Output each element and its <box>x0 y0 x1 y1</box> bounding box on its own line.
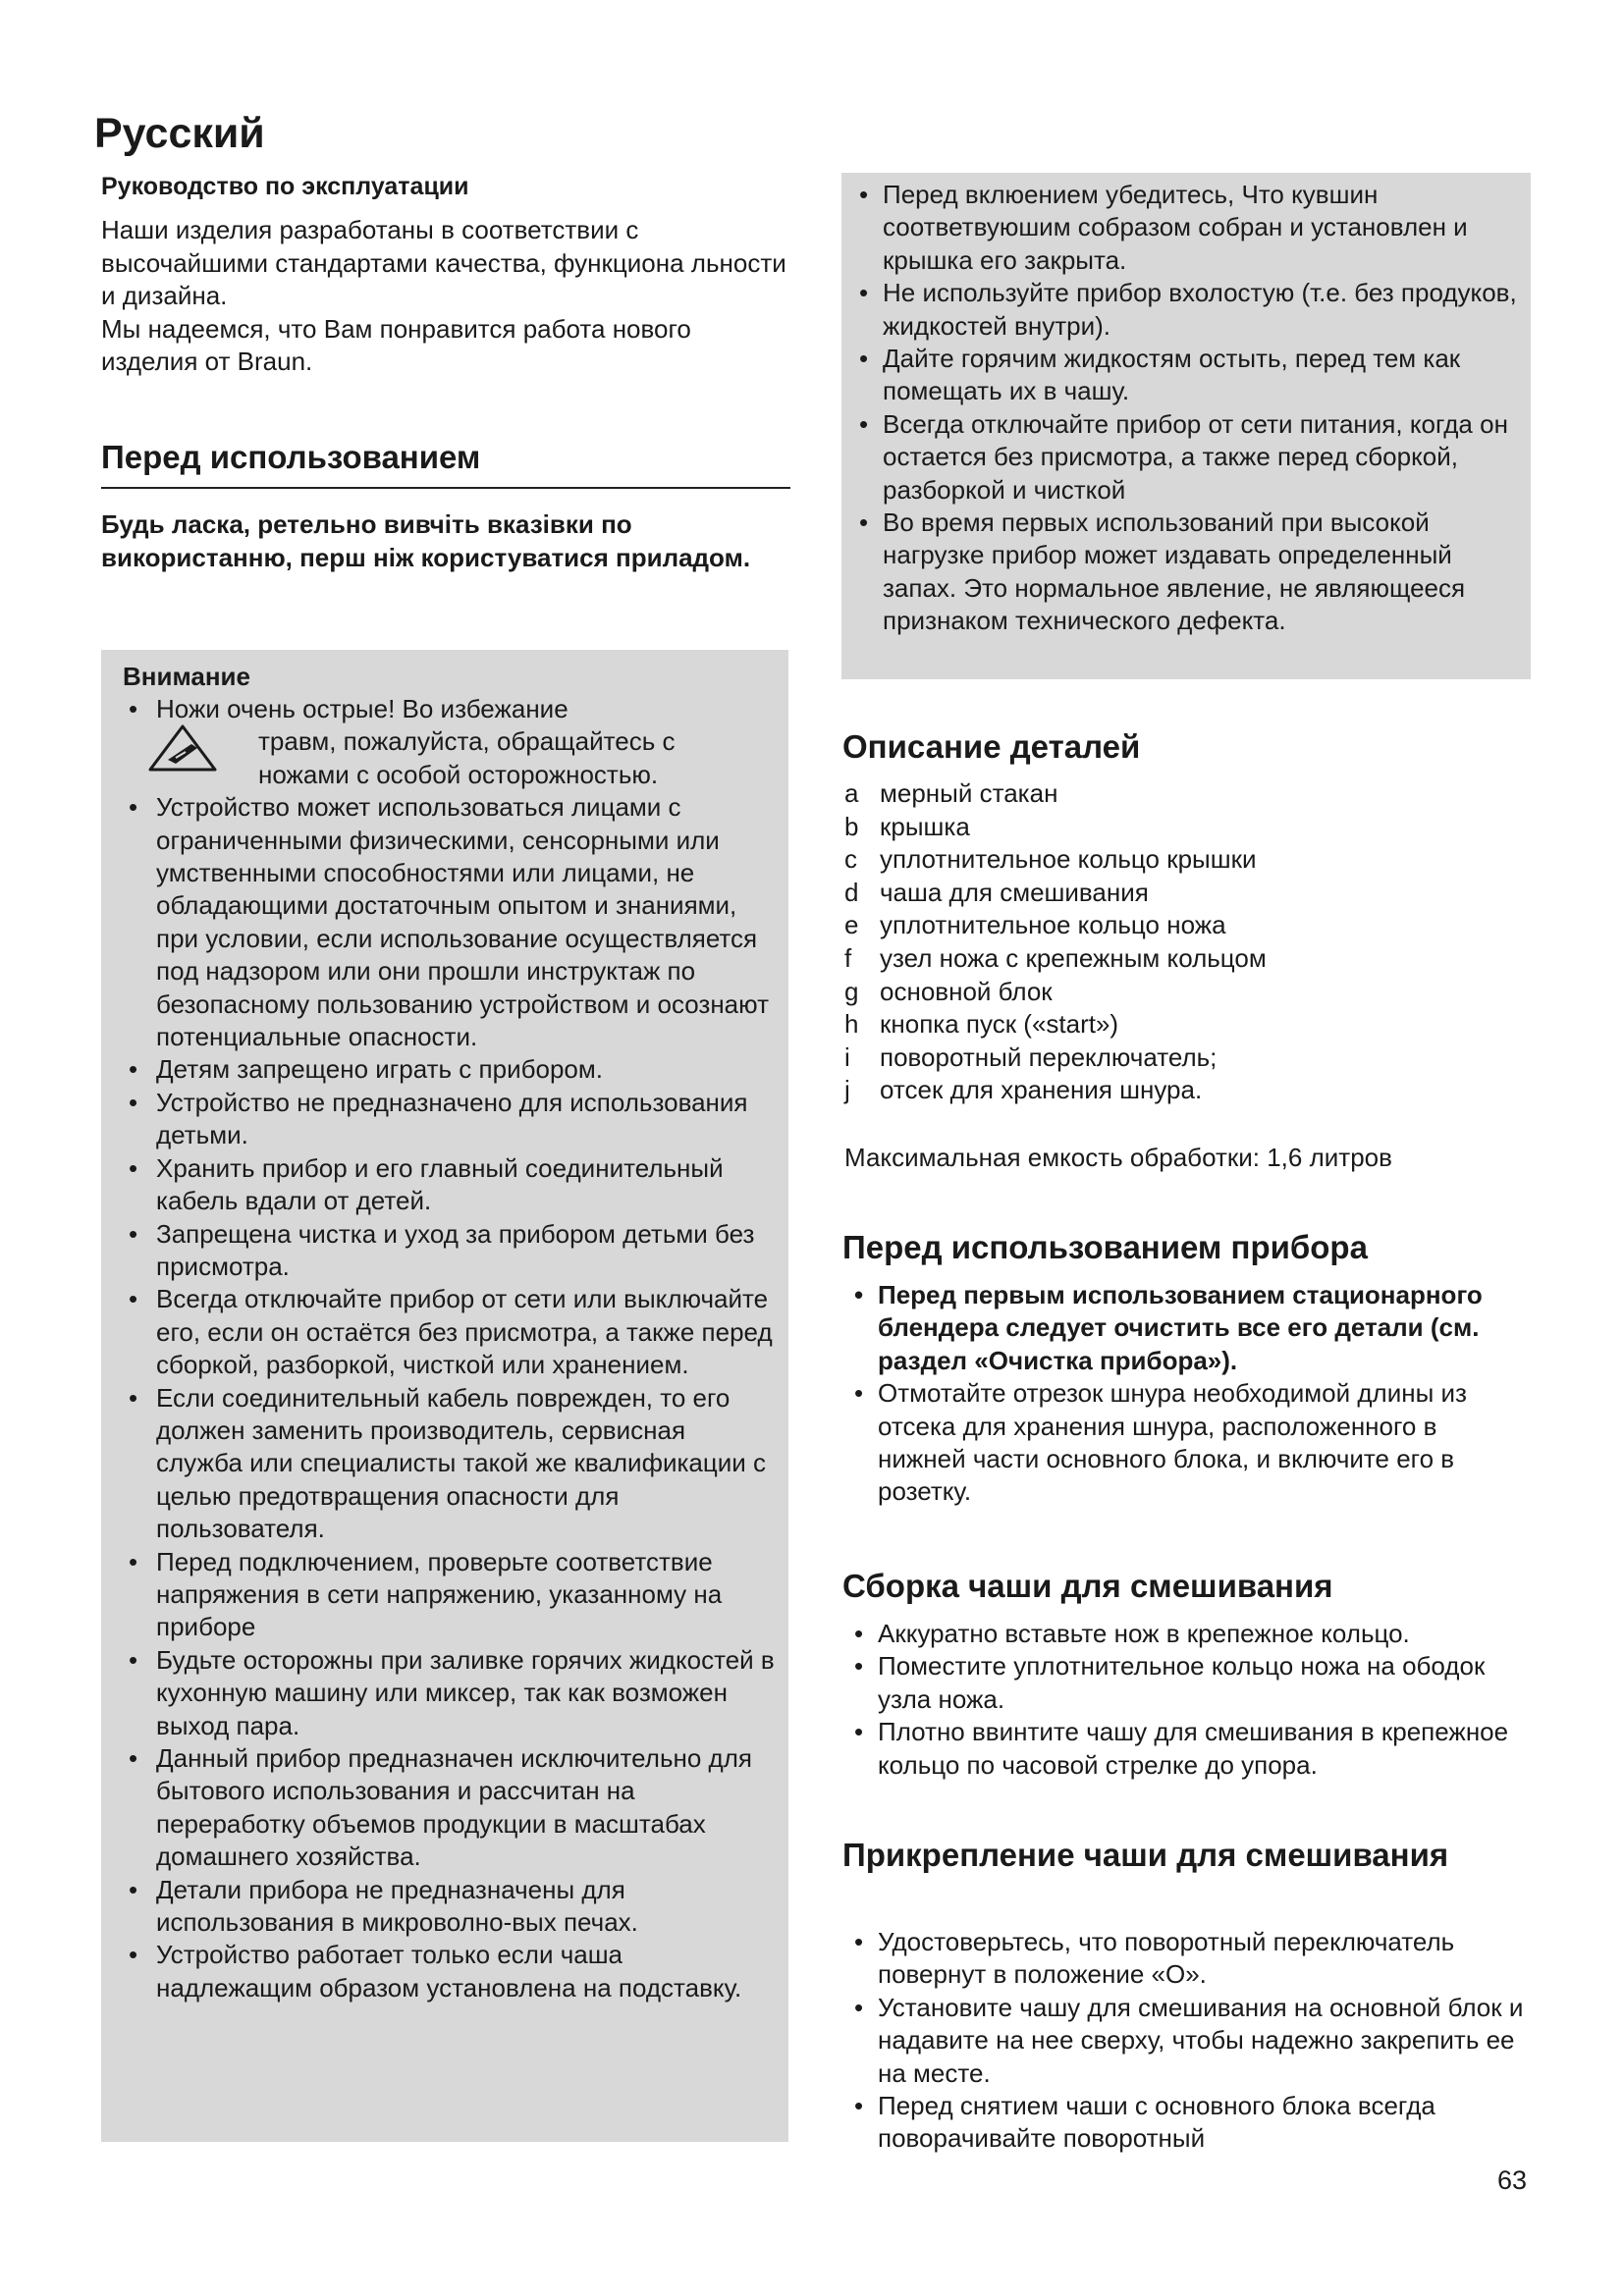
list-item <box>844 942 1532 976</box>
list-item: • Перед первым использованием стационарного блендера следует очистить все его детали (см. раздел «Очистка прибора»). <box>844 1279 1532 1377</box>
part-letter: c <box>844 844 857 875</box>
part-text: отсек для хранения шнура. <box>880 1075 1203 1105</box>
list-item: • Перед вклюением убедитесь, Что кувшин соответвуюшим собразом собран и установлен и крышка его закрыта. <box>849 179 1523 277</box>
part-letter: j <box>844 1075 850 1105</box>
parts-list <box>844 777 1532 1107</box>
list-item: • Детали прибора не предназначены для использования в микроволно-вых печах. <box>113 1874 777 1940</box>
part-letter: f <box>844 942 852 973</box>
part-letter: d <box>844 877 859 907</box>
warning-title: Внимание <box>123 662 250 691</box>
part-letter: b <box>844 811 859 841</box>
list-item: • Перед подключением, проверьте соответствие напряжения в сети напряжению, указанному на приборе <box>113 1546 777 1644</box>
list-item: • Не используйте прибор вхолостую (т.е. без продуков, жидкостей внутри). <box>849 277 1523 343</box>
part-text: уплотнительное кольцо ножа <box>880 910 1226 940</box>
language-title: Русский <box>94 110 265 157</box>
list-item: • Детям запрещено играть с прибором. <box>113 1053 777 1086</box>
list-item: • Устройство может использоваться лицами с ограниченными физическими, сенсорными или умственными способностями или лицами, не обладающими достаточным опытом и знаниями, при условии, если использование осуществляется под надзором или они прошли инструктаж по безопасному пользованию устройством и осознают потенциальные опасности. <box>113 791 777 1053</box>
before-use-heading-block <box>101 438 790 489</box>
list-item: • Если соединительный кабель поврежден, то его должен заменить производитель, сервисная служба или специалисты такой же квалификации с целью предотвращения опасности для пользователя. <box>113 1382 777 1546</box>
part-text: основной блок <box>880 976 1053 1006</box>
list-item: • Аккуратно вставьте нож в крепежное кольцо. <box>844 1618 1532 1650</box>
preparation-heading: Перед использованием прибора <box>842 1229 1368 1265</box>
list-item: • Дайте горячим жидкостям остыть, перед тем как помещать их в чашу. <box>849 343 1523 408</box>
list-item: • Хранить прибор и его главный соединительный кабель вдали от детей. <box>113 1152 777 1218</box>
intro-paragraph: Мы надеемся, что Вам понравится работа нового изделия от Braun. <box>101 313 691 376</box>
part-text: уплотнительное кольцо крышки <box>880 844 1257 875</box>
page-number: 63 <box>1497 2165 1528 2195</box>
preparation-list <box>844 1279 1532 1509</box>
part-text: крышка <box>880 811 970 841</box>
safety-box-right <box>841 173 1531 679</box>
list-item <box>113 693 777 791</box>
attach-list <box>844 1926 1532 2156</box>
parts-heading: Описание деталей <box>842 728 1141 765</box>
list-item: • Плотно ввинтите чашу для смешивания в крепежное кольцо по часовой стрелке до упора. <box>844 1716 1532 1782</box>
warning-knife-line-1: • Ножи очень острые! Во избежание <box>156 694 568 723</box>
list-item: • Поместите уплотнительное кольцо ножа на ободок узла ножа. <box>844 1650 1532 1716</box>
before-use-heading: Перед использованием <box>101 439 481 475</box>
sharp-knife-warning-icon <box>146 722 219 781</box>
warning-box <box>101 650 788 2142</box>
list-item <box>844 843 1532 877</box>
list-item: • Отмотайте отрезок шнура необходимой длины из отсека для хранения шнура, расположенного в нижней части основного блока, и включите его в розетку. <box>844 1377 1532 1509</box>
list-item: • Данный прибор предназначен исключительно для бытового использования и рассчитан на переработку объемов продукции в масштабах домашнего хозяйства. <box>113 1742 777 1874</box>
max-capacity-text: Максимальная емкость обработки: 1,6 литров <box>844 1143 1392 1172</box>
list-item <box>844 811 1532 844</box>
list-item: • Установите чашу для смешивания на основной блок и надавите на нее сверху, чтобы надежно закрепить ее на месте. <box>844 1992 1532 2090</box>
list-item <box>844 1008 1532 1041</box>
part-text: узел ножа с крепежным кольцом <box>880 942 1267 973</box>
part-letter: a <box>844 778 859 808</box>
assembly-heading: Сборка чаши для смешивания <box>842 1568 1333 1604</box>
intro-paragraph: Наши изделия разработаны в соответствии с высочайшими стандартами качества, функциона льности и дизайна. <box>101 215 786 310</box>
part-text: мерный стакан <box>880 778 1058 808</box>
list-item: • Всегда отключайте прибор от сети питания, когда он остается без присмотра, а также перед сборкой, разборкой и чисткой <box>849 408 1523 507</box>
list-item: • Устройство работает только если чаша надлежащим образом установлена на подставку. <box>113 1939 777 2004</box>
before-use-notice: Будь ласка, ретельно вивчіть вказівки по використанню, перш ніж користуватися приладом. <box>101 509 751 572</box>
part-letter: i <box>844 1041 850 1072</box>
list-item: • Запрещена чистка и уход за прибором детьми без присмотра. <box>113 1218 777 1284</box>
warning-knife-line-3: ножами с особой осторожностью. <box>258 759 659 789</box>
list-item <box>844 976 1532 1009</box>
list-item: • Перед снятием чаши с основного блока всегда поворачивайте поворотный <box>844 2090 1532 2156</box>
list-item <box>844 1041 1532 1075</box>
part-letter: h <box>844 1009 859 1040</box>
list-item <box>844 1074 1532 1107</box>
intro-text <box>101 214 788 379</box>
list-item <box>844 877 1532 910</box>
list-item: • Устройство не предназначено для использования детьми. <box>113 1087 777 1152</box>
part-letter: e <box>844 910 859 940</box>
warning-knife-line-2: травм, пожалуйста, обращайтесь с <box>258 726 676 757</box>
list-item <box>844 909 1532 942</box>
list-item <box>844 777 1532 811</box>
list-item: • Всегда отключайте прибор от сети или выключайте его, если он остаётся без присмотра, а также перед сборкой, разборкой, чисткой или хранением. <box>113 1283 777 1381</box>
attach-heading: Прикрепление чаши для смешивания <box>842 1837 1449 1873</box>
part-letter: g <box>844 976 859 1006</box>
manual-heading: Руководство по эксплуатации <box>101 173 469 200</box>
list-item: • Во время первых использований при высокой нагрузке прибор может издавать определенный запах. Это нормальное явление, не являющееся признаком технического дефекта. <box>849 507 1523 638</box>
part-text: кнопка пуск («start») <box>880 1009 1119 1040</box>
assembly-list <box>844 1618 1532 1782</box>
list-item: • Удостоверьтесь, что поворотный переключатель повернут в положение «O». <box>844 1926 1532 1992</box>
list-item: • Будьте осторожны при заливке горячих жидкостей в кухонную машину или миксер, так как возможен выход пара. <box>113 1644 777 1742</box>
part-text: чаша для смешивания <box>880 877 1149 907</box>
warning-list <box>113 693 777 2004</box>
part-text: поворотный переключатель; <box>880 1041 1218 1072</box>
safety-list-right <box>849 179 1523 638</box>
